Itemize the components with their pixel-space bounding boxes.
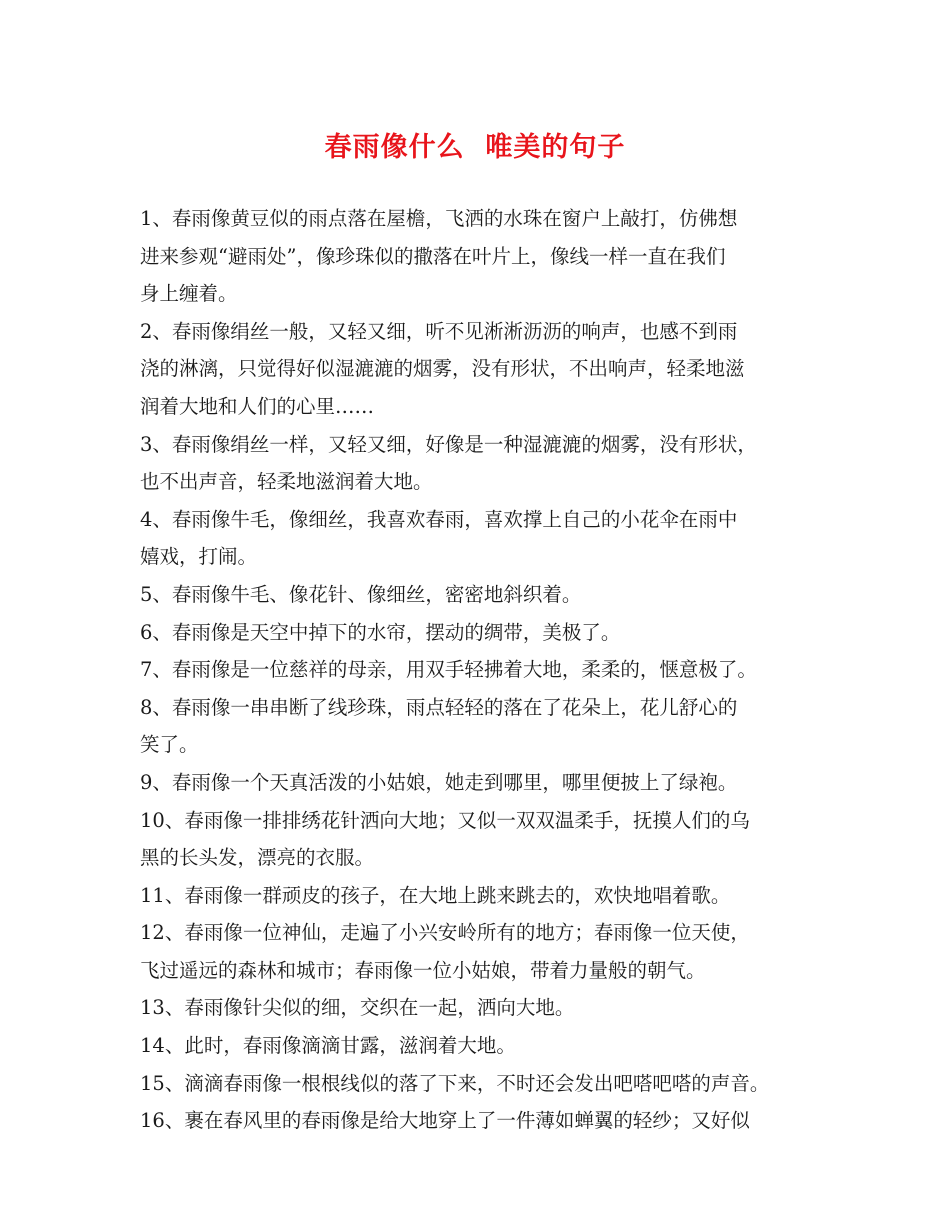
text-line: 5、春雨像牛毛、像花针、像细丝，密密地斜织着。 [140,582,582,606]
text-line: 4、春雨像牛毛，像细丝，我喜欢春雨，喜欢撑上自己的小花伞在雨中 [140,507,738,531]
text-line: 16、裹在春风里的春雨像是给大地穿上了一件薄如蝉翼的轻纱；又好似 [140,1109,750,1133]
text-line: 飞过遥远的森林和城市；春雨像一位小姑娘，带着力量般的朝气。 [140,958,706,982]
text-line: 15、滴滴春雨像一根根线似的落了下来，不时还会发出吧嗒吧嗒的声音。 [140,1071,770,1095]
text-line: 嬉戏，打闹。 [140,545,258,569]
text-line: 3、春雨像绢丝一样，又轻又细，好像是一种湿漉漉的烟雾，没有形状， [140,432,757,456]
document-body [140,200,830,1140]
text-line: 9、春雨像一个天真活泼的小姑娘，她走到哪里，哪里便披上了绿袍。 [140,770,738,794]
text-line: 笑了。 [140,733,199,757]
text-line: 1、春雨像黄豆似的雨点落在屋檐，飞洒的水珠在窗户上敲打，仿佛想 [140,207,738,230]
text-line: 润着大地和人们的心里…… [140,394,375,418]
page-title: 春雨像什么 唯美的句子 [324,132,626,163]
text-line: 2、春雨像绢丝一般，又轻又细，听不见淅淅沥沥的响声，也感不到雨 [140,319,738,343]
text-line: 14、此时，春雨像滴滴甘露，滋润着大地。 [140,1034,516,1058]
text-line: 10、春雨像一排排绣花针洒向大地；又似一双双温柔手，抚摸人们的乌 [140,808,750,832]
text-line: 6、春雨像是天空中掉下的水帘，摆动的绸带，美极了。 [140,620,621,644]
text-line: 11、春雨像一群顽皮的孩子，在大地上跳来跳去的，欢快地唱着歌。 [140,883,731,907]
text-line: 浇的淋漓，只觉得好似湿漉漉的烟雾，没有形状，不出响声，轻柔地滋 [140,357,745,381]
text-line: 黑的长头发，漂亮的衣服。 [140,846,375,870]
text-line: 进来参观“避雨处”，像珍珠似的撒落在叶片上，像线一样一直在我们 [140,244,726,268]
text-line: 7、春雨像是一位慈祥的母亲，用双手轻拂着大地，柔柔的，惬意极了。 [140,658,757,682]
text-line: 13、春雨像针尖似的细，交织在一起，洒向大地。 [140,996,575,1020]
text-line: 身上缠着。 [140,282,238,306]
text-line: 8、春雨像一串串断了线珍珠，雨点轻轻的落在了花朵上，花儿舒心的 [140,695,738,719]
text-line: 也不出声音，轻柔地滋润着大地。 [140,470,433,494]
text-line: 12、春雨像一位神仙，走遍了小兴安岭所有的地方；春雨像一位天使， [140,921,750,945]
